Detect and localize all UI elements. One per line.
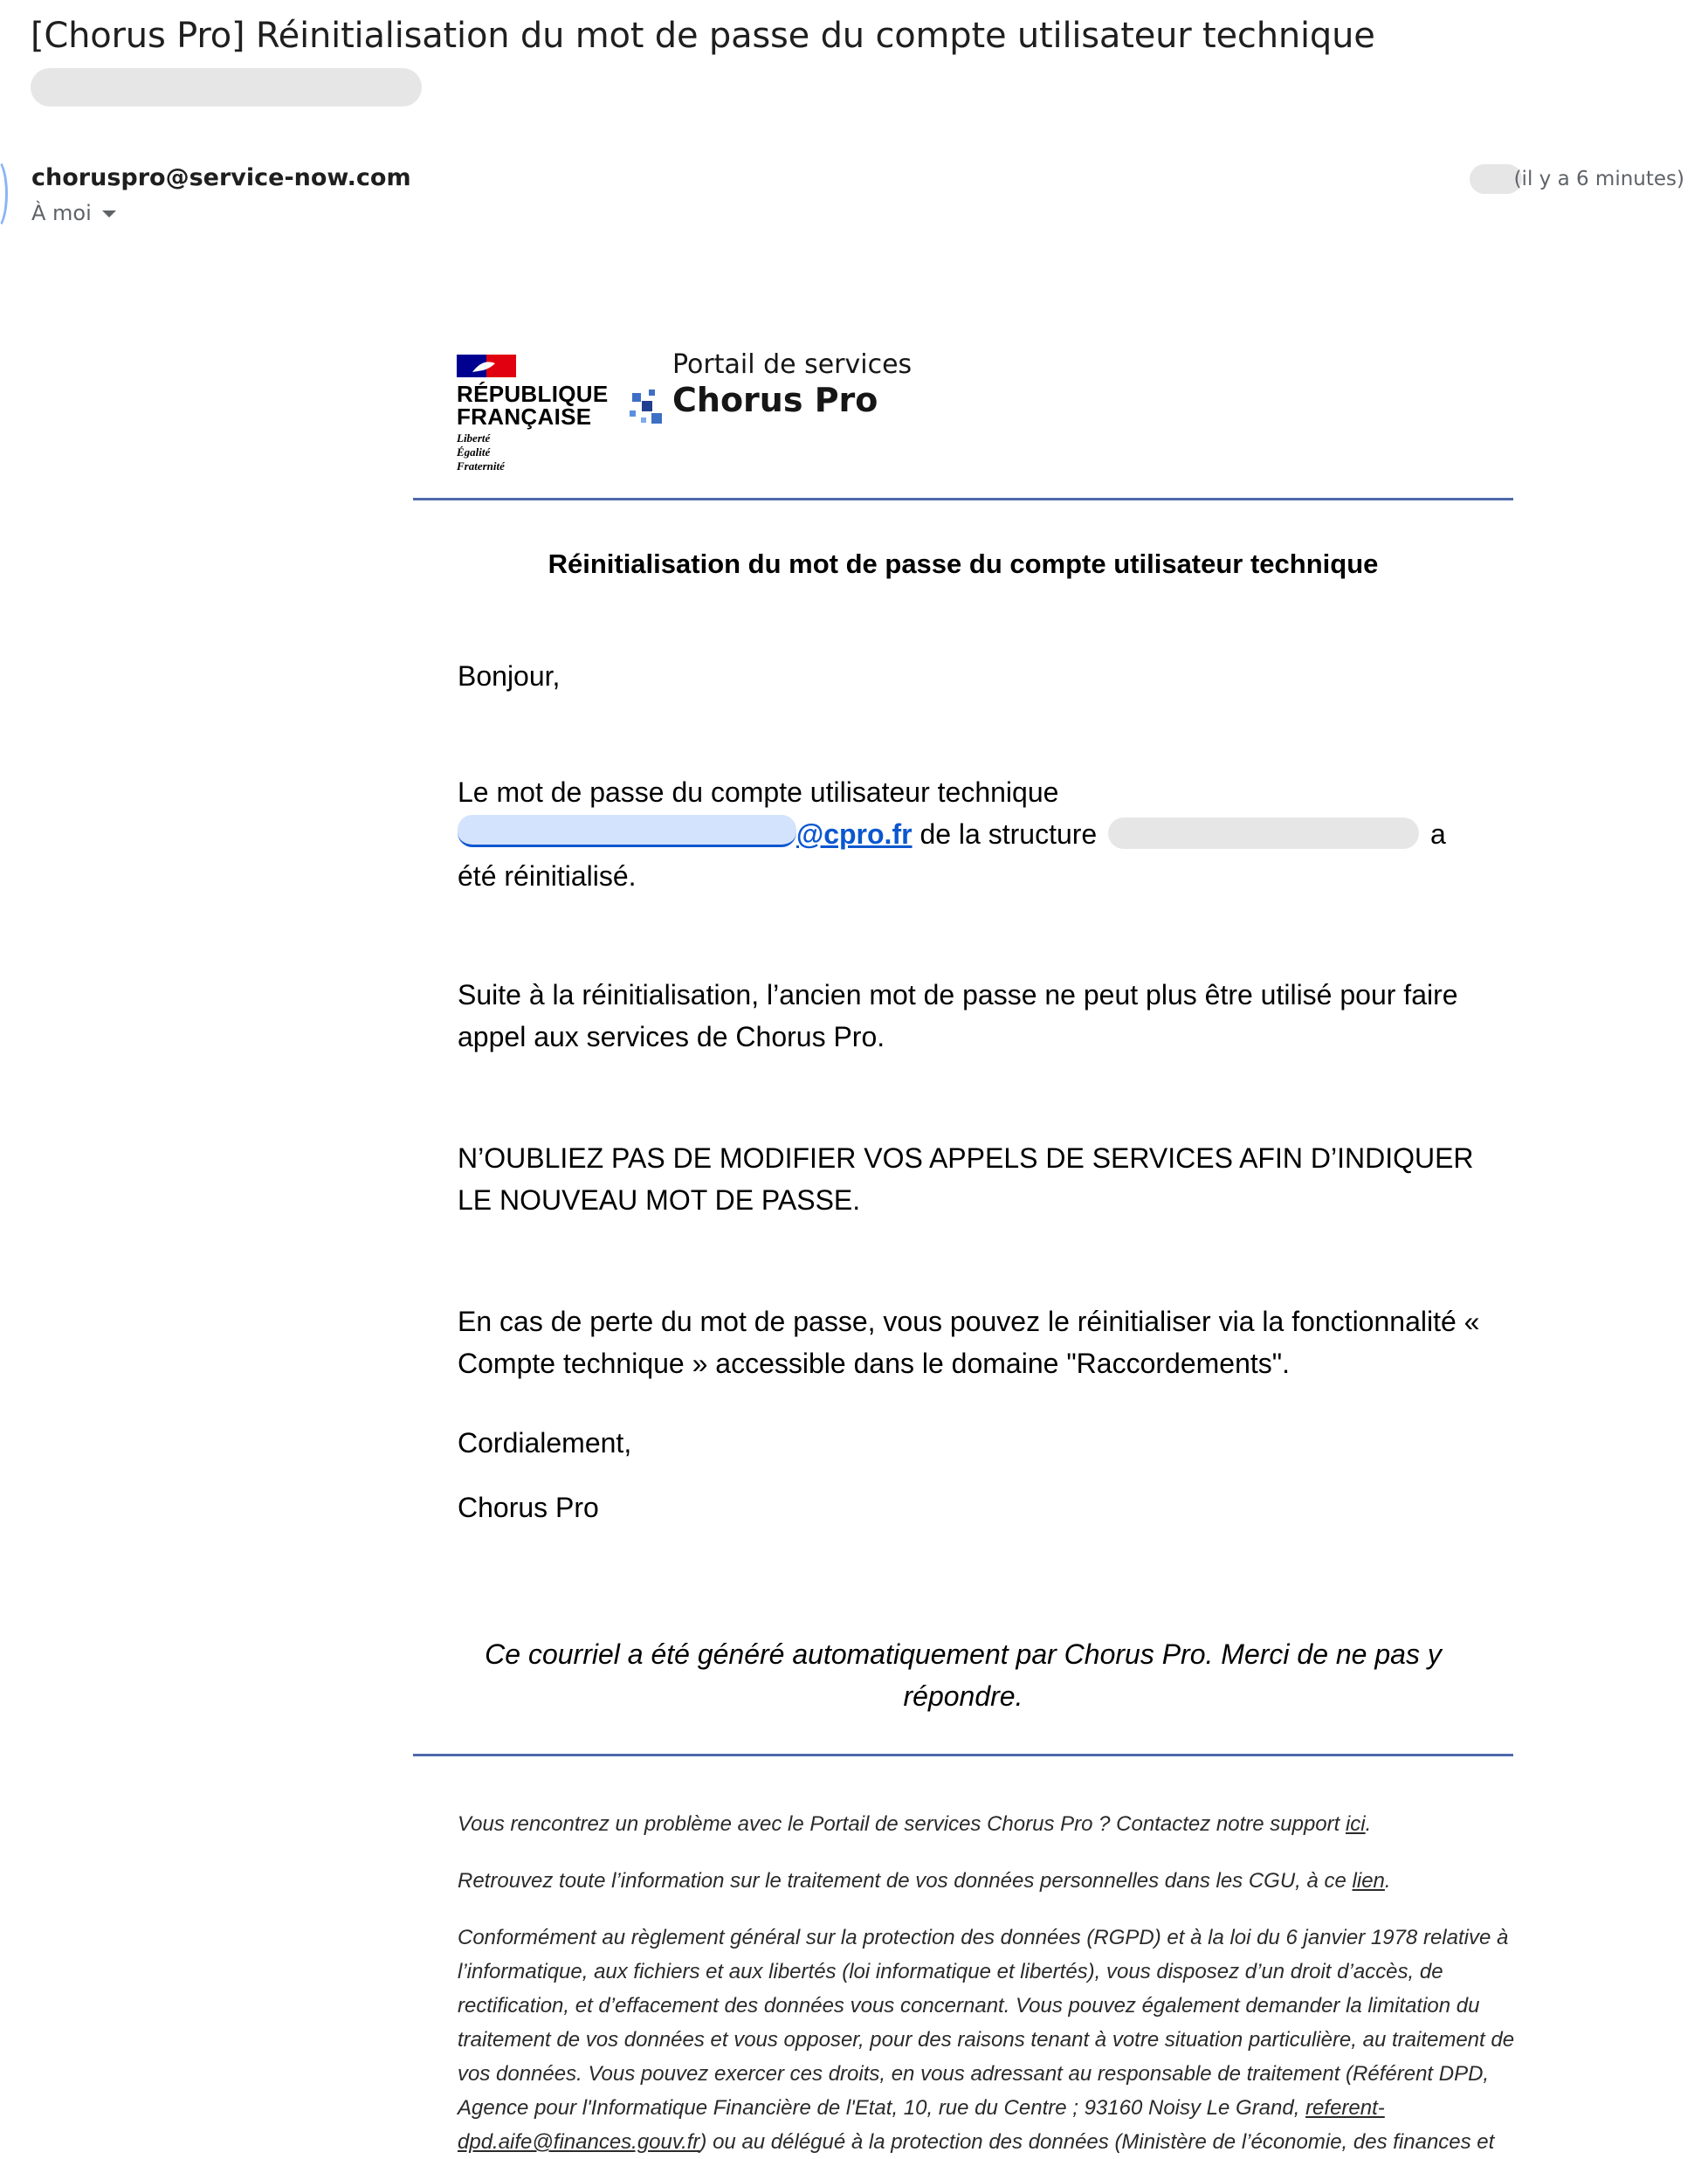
message-title: Réinitialisation du mot de passe du compte utilisateur technique (548, 548, 1379, 579)
recipient-label: À moi (31, 201, 92, 225)
portal-name: Chorus Pro (672, 381, 878, 419)
chevron-down-icon (102, 210, 116, 217)
redacted-structure (1108, 817, 1419, 849)
sender-avatar[interactable] (0, 157, 8, 231)
footer-divider (413, 1754, 1513, 1756)
footer-support: Vous rencontrez un problème avec le Portail de services Chorus Pro ? Contactez notre support ici. (458, 1812, 1372, 1836)
technical-account-link[interactable]: @cpro.fr (458, 818, 913, 850)
greeting: Bonjour, (458, 660, 561, 692)
header-logos (457, 332, 1068, 472)
chorus-pro-logo-icon (630, 390, 665, 426)
footer-cgu: Retrouvez toute l’information sur le traitement de vos données personnelles dans les CGU, à ce lien. (458, 1869, 1391, 1893)
republic-motto: Liberté Égalité Fraternité (457, 431, 505, 472)
dpd-email-link[interactable]: referent-dpd.aife@finances.gouv.fr (458, 2096, 1385, 2154)
email-subject: [Chorus Pro] Réinitialisation du mot de passe du compte utilisateur technique (31, 16, 1375, 56)
paragraph-old-password: Suite à la réinitialisation, l’ancien mot de passe ne peut plus être utilisé pour faire appel aux services de Chorus Pro. (458, 979, 1458, 1052)
paragraph-account-reset: Le mot de passe du compte utilisateur technique @cpro.fr de la structure a été réinitialisé. (458, 776, 1446, 892)
footer-rgpd: Conformément au règlement général sur la protection des données (RGPD) et à la loi du 6 janvier 1978 relative à l’informatique, aux fichiers et aux libertés (loi informatique et libertés), vous disposez d’un droit d’accès, de rectification, et d’effacement des données vous concernant. Vous pouvez également demander la limitation du traitement de vos données et vous opposer, pour des raisons tenant à votre situation particulière, au traitement de vos données. Vous pouvez exercer ces droits, en vous adressant au responsable de traitement (Référent DPD, Agence pour l'Informatique Financière de l'Etat, 10, rue du Centre ; 93160 Noisy Le Grand, referent-dpd.aife@finances.gouv.fr) ou au délégué à la protection des données (Ministère de l’économie, des finances et (458, 1926, 1515, 2154)
french-flag-logo (457, 355, 516, 377)
redacted-label (31, 68, 422, 107)
received-time: (il y a 6 minutes) (1513, 168, 1684, 190)
header-divider (413, 498, 1513, 500)
paragraph-reminder: N’OUBLIEZ PAS DE MODIFIER VOS APPELS DE SERVICES AFIN D’INDIQUER LE NOUVEAU MOT DE PASSE. (458, 1142, 1474, 1216)
closing: Cordialement, (458, 1427, 632, 1459)
cgu-link[interactable]: lien (1352, 1869, 1385, 1893)
recipient-dropdown[interactable] (31, 201, 116, 225)
signature: Chorus Pro (458, 1492, 599, 1523)
support-link[interactable]: ici (1345, 1812, 1366, 1836)
auto-generated-notice: Ce courriel a été généré automatiquement par Chorus Pro. Merci de ne pas y répondre. (485, 1638, 1442, 1712)
paragraph-recovery: En cas de perte du mot de passe, vous pouvez le réinitialiser via la fonctionnalité « Compte technique » accessible dans le domaine "Raccordements". (458, 1306, 1480, 1379)
portal-label: Portail de services (672, 349, 913, 380)
sender-address[interactable]: choruspro@service-now.com (31, 164, 411, 191)
republique-francaise-text: RÉPUBLIQUE FRANÇAISE (457, 381, 609, 430)
